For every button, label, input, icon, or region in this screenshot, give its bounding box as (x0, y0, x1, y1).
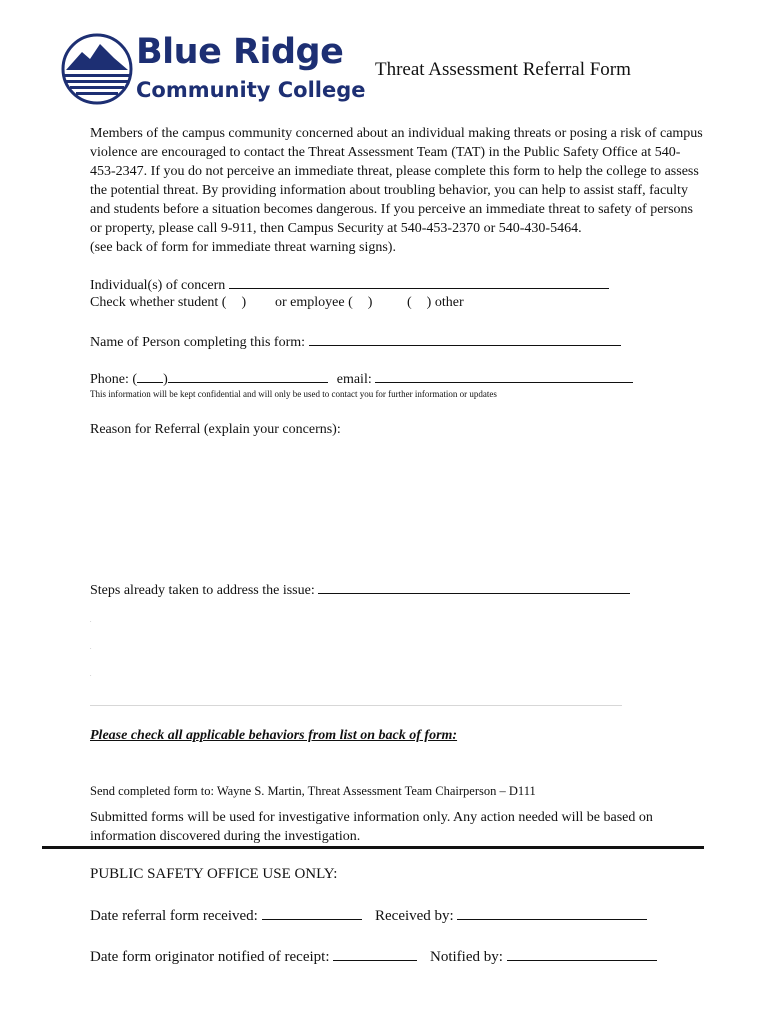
office-heading: PUBLIC SAFETY OFFICE USE ONLY: (90, 866, 338, 882)
phone-label: Phone: ( (90, 372, 138, 387)
other-check-open: ( (407, 295, 412, 310)
submitted-note: Submitted forms will be used for investigative information only. Any action needed will be based on information discovered during the investigation. (90, 810, 653, 844)
divider-faint (90, 705, 622, 706)
reason-textarea[interactable] (90, 442, 705, 572)
check-other-row (407, 295, 464, 311)
email-label: email: (336, 372, 372, 387)
individuals-label: Individual(s) of concern (90, 278, 226, 293)
send-to-line: Send completed form to: Wayne S. Martin, Threat Assessment Team Chairperson – D111 (90, 784, 536, 798)
date-received-row (90, 907, 362, 925)
other-check-label: ) other (426, 295, 464, 310)
steps-extra-line-1[interactable]: . (90, 618, 92, 624)
notified-by-field[interactable] (507, 948, 657, 961)
received-by-field[interactable] (457, 907, 647, 920)
person-name-field[interactable] (309, 333, 621, 346)
student-check-label: Check whether student ( (90, 295, 227, 310)
date-notified-row (90, 948, 417, 966)
reason-label: Reason for Referral (explain your concerns): (90, 422, 341, 437)
logo-name-line1: Blue Ridge (136, 32, 344, 72)
received-by-row (375, 907, 647, 925)
employee-check-close: ) (367, 295, 373, 310)
contact-row (90, 370, 633, 388)
individuals-field[interactable] (229, 276, 609, 289)
individuals-row (90, 276, 609, 294)
employee-check-label: or employee ( (275, 295, 353, 310)
intro-paragraph: Members of the campus community concerned about an individual making threats or posing a risk of campus violence are encouraged to contact the Threat Assessment Team (TAT) in the Public Safety Office at 540-453-2347. If you do not perceive an immediate threat, please complete this form to help the college to assess the potential threat. By providing information about troubling behavior, you can help to assist staff, faculty and students before a situation becomes dangerous. If you perceive an immediate threat to safety of persons or property, please call 9-911, then Campus Security at 540-453-2370 or 540-430-5464. (90, 126, 703, 236)
confidential-note: This information will be kept confidential and will only be used to contact you for further information or updates (90, 389, 497, 399)
steps-extra-line-3[interactable]: . (90, 672, 92, 678)
person-label: Name of Person completing this form: (90, 335, 306, 350)
intro-text (90, 124, 705, 257)
steps-label: Steps already taken to address the issue: (90, 583, 315, 598)
date-notified-field[interactable] (333, 948, 417, 961)
behaviors-heading: Please check all applicable behaviors from list on back of form: (90, 728, 458, 743)
notified-by-label: Notified by: (430, 949, 503, 965)
check-student-row (90, 295, 246, 311)
date-notified-label: Date form originator notified of receipt: (90, 949, 330, 965)
area-code-field[interactable] (137, 370, 163, 383)
date-received-label: Date referral form received: (90, 908, 258, 924)
office-divider (42, 846, 704, 849)
steps-row (90, 581, 630, 599)
form-title: Threat Assessment Referral Form (375, 59, 631, 80)
phone-field[interactable] (168, 370, 328, 383)
intro-note: (see back of form for immediate threat warning signs). (90, 240, 396, 255)
notified-by-row (430, 948, 657, 966)
steps-extra-line-2[interactable]: . (90, 645, 92, 651)
received-by-label: Received by: (375, 908, 454, 924)
phone-close: ) (163, 372, 168, 387)
person-row (90, 333, 621, 351)
steps-field[interactable] (318, 581, 630, 594)
logo-name-line2: Community College (136, 78, 366, 102)
check-employee-row (275, 295, 372, 311)
date-received-field[interactable] (262, 907, 362, 920)
student-check-close: ) (241, 295, 247, 310)
email-field[interactable] (375, 370, 633, 383)
